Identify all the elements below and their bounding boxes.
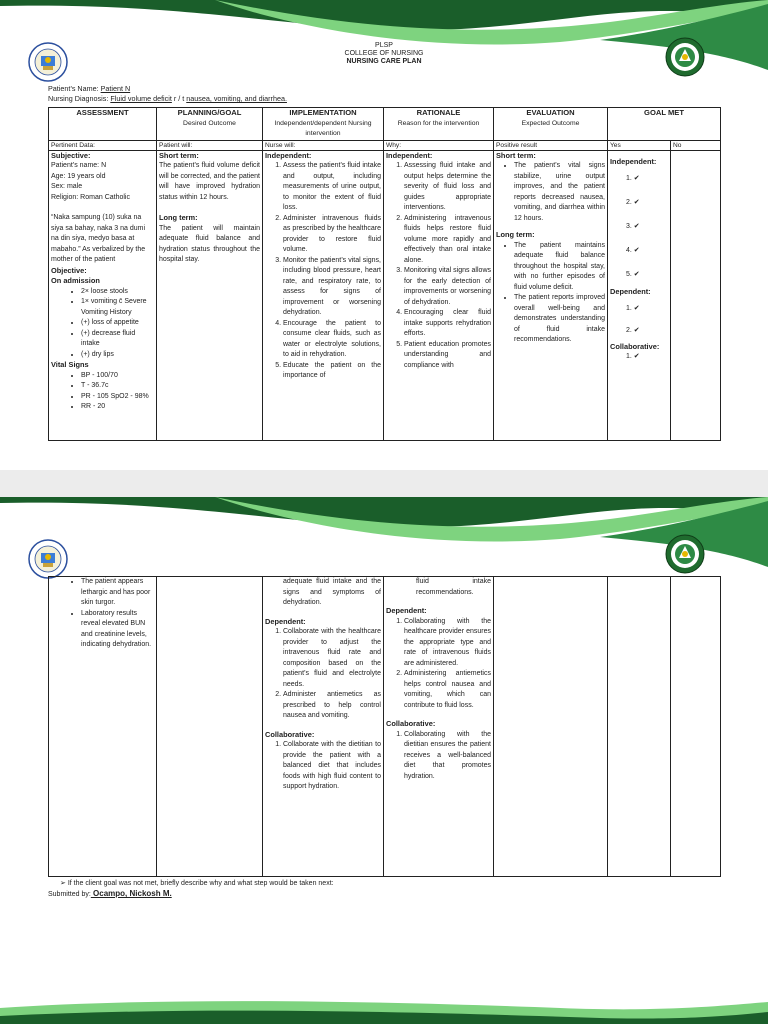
arrow-bullet-icon: ➢: [60, 880, 66, 887]
list-item: • The patient appears lethargic and has poor skin turgor.: [81, 577, 154, 609]
vital-signs-label: Vital Signs: [51, 360, 89, 369]
independent-continued: fluid intake recommendations.: [416, 578, 491, 596]
collaborative-label: Collaborative:: [386, 719, 436, 728]
list-item: 2. Administer antiemetics as prescribed to help control nausea and vomiting.: [283, 690, 381, 722]
list-item: • (+) dry lips: [81, 350, 154, 361]
content-row-1: [49, 150, 721, 440]
diagnosis-label: Nursing Diagnosis:: [48, 94, 109, 103]
assessment-cell-continued: [49, 577, 157, 877]
page-2: [0, 497, 768, 1024]
list-item: 5. Educate the patient on the importance of: [283, 361, 381, 382]
planning-cell: [157, 150, 263, 440]
independent-continued: adequate fluid intake and the signs and symptoms of dehydration.: [283, 578, 381, 606]
objective-label: Objective:: [51, 265, 87, 275]
sub-planning: Patient will:: [157, 140, 263, 150]
list-item: • RR - 20: [81, 402, 154, 413]
col-implementation: IMPLEMENTATION Independent/dependent Nursing intervention: [263, 108, 384, 141]
implementation-cell-continued: [263, 577, 384, 877]
list-item: 1. Collaborate with the dietitian to provide the patient with a balanced diet that includes foods with high fluid content to support hydration.: [283, 740, 381, 793]
submitted-label: Submitted by:: [48, 891, 91, 898]
collaborative-label: Collaborative:: [265, 729, 315, 739]
patient-quote: “Naka sampung (10) suka na siya sa bahay, naka 3 na dumi na din siya, medyo basa at mabaho.” As verbalized by the mother of the patient: [51, 214, 146, 263]
check-item: 1. ✔: [626, 175, 640, 182]
patient-info: [48, 84, 287, 104]
short-term-goal: The patient’s fluid volume deficit will be corrected, and the patient will have improved hydration status within 12 hours.: [159, 162, 260, 201]
check-item: 2. ✔: [626, 326, 640, 334]
gm-dependent-label: Dependent:: [610, 287, 651, 296]
list-item: 3. Monitor the patient’s vital signs, including blood pressure, heart rate, and respiratory rate, to assess for signs of improvement or worsening dehydration.: [283, 256, 381, 319]
subjective-line: Religion: Roman Catholic: [51, 193, 130, 201]
patient-name-value: Patient N: [100, 84, 131, 93]
check-item: 1. ✔: [626, 304, 640, 312]
header-row: [49, 108, 721, 141]
page-1: [0, 0, 768, 470]
subjective-label: Subjective:: [51, 150, 91, 160]
list-item: 1. Collaborate with the healthcare provider to adjust the intravenous fluid rate and composition based on the patient’s fluid and electrolyte needs.: [283, 627, 381, 690]
col-rationale: RATIONALE Reason for the intervention: [384, 108, 494, 141]
dependent-label: Dependent:: [265, 616, 306, 626]
subjective-line: Sex: male: [51, 183, 83, 190]
evaluation-cell: [494, 150, 608, 440]
college-name: COLLEGE OF NURSING: [344, 50, 424, 57]
patient-name-label: Patient’s Name:: [48, 84, 99, 93]
list-item: • T - 36.7c: [81, 381, 154, 392]
long-term-label: Long term:: [496, 230, 535, 239]
sub-rationale: Why:: [384, 140, 494, 150]
sub-evaluation: Positive result: [494, 140, 608, 150]
gm-collaborative-label: Collaborative:: [610, 341, 660, 351]
college-seal-right: [665, 534, 705, 574]
list-item: 4. Encourage the patient to consume clear fluids, such as water or electrolyte solutions, to aid in rehydration.: [283, 319, 381, 361]
on-admission-label: On admission: [51, 276, 100, 285]
list-item: 5. Patient education promotes understanding and compliance with: [404, 340, 491, 372]
long-term-label: Long term:: [159, 213, 198, 222]
col-assessment: ASSESSMENT: [49, 108, 157, 141]
submitted-name: Ocampo, Nickosh M.: [90, 889, 172, 898]
college-seal-left: [28, 539, 68, 579]
assessment-cell: [49, 150, 157, 440]
check-item: 3. ✔: [626, 223, 640, 230]
document-title: NURSING CARE PLAN: [346, 58, 422, 65]
goal-met-yes-cell: [608, 150, 671, 440]
diagnosis-cause: nausea, vomiting, and diarrhea.: [186, 94, 287, 103]
independent-label: Independent:: [386, 150, 433, 160]
goal-met-no-cell: [671, 150, 721, 440]
care-plan-table-continued: [48, 576, 721, 877]
diagnosis-value: Fluid volume deficit: [110, 94, 172, 103]
list-item: • The patient’s vital signs stabilize, urine output improves, and the patient reports decreased nausea, vomiting, and diarrhea within 12 hours.: [514, 161, 605, 224]
goal-met-yes-cell-continued: [608, 577, 671, 877]
header-banner: [0, 497, 768, 567]
check-item: 4. ✔: [626, 247, 640, 254]
subjective-line: Age: 19 years old: [51, 172, 106, 180]
list-item: 2. Administering intravenous fluids helps restore fluid volume more rapidly and effectively than oral intake alone.: [404, 214, 491, 267]
sub-yes: Yes: [608, 140, 671, 150]
list-item: 1. Collaborating with the healthcare provider ensures the appropriate type and rate of intravenous fluids are administered.: [404, 617, 491, 670]
list-item: • BP - 100/70: [81, 371, 154, 382]
list-item: • Laboratory results reveal elevated BUN and creatinine levels, indicating dehydration.: [81, 609, 154, 651]
diagnosis-rt: r / t: [173, 94, 185, 103]
sub-no: No: [671, 140, 721, 150]
goal-met-no-cell-continued: [671, 577, 721, 877]
list-item: 1. Collaborating with the dietitian ensures the patient receives a well-balanced diet that promotes hydration.: [404, 730, 491, 783]
list-item: • (+) decrease fluid intake: [81, 329, 154, 350]
page-gap: [0, 470, 768, 497]
list-item: 3. Monitoring vital signs allows for the early detection of improvements or worsening of dehydration.: [404, 266, 491, 308]
school-name: PLSP: [375, 42, 393, 49]
col-evaluation: EVALUATION Expected Outcome: [494, 108, 608, 141]
check-item: 1. ✔: [626, 353, 640, 360]
col-planning: PLANNING/GOAL Desired Outcome: [157, 108, 263, 141]
evaluation-cell-continued: [494, 577, 608, 877]
list-item: 4. Encouraging clear fluid intake supports rehydration efforts.: [404, 308, 491, 340]
list-item: 2. Administering antiemetics helps control nausea and vomiting, which can contribute to fluid loss.: [404, 669, 491, 711]
list-item: • The patient reports improved overall well-being and demonstrates understanding of fluid intake recommendations.: [514, 293, 605, 346]
list-item: • (+) loss of appetite: [81, 318, 154, 329]
rationale-cell-continued: [384, 577, 494, 877]
list-item: 2. Administer intravenous fluids as prescribed by the healthcare provider to restore fluid volume.: [283, 214, 381, 256]
dependent-label: Dependent:: [386, 606, 427, 615]
list-item: • The patient maintains adequate fluid balance throughout the hospital stay, with no further episodes of fluid volume deficit.: [514, 241, 605, 294]
care-plan-table: [48, 107, 721, 441]
gm-independent-label: Independent:: [610, 156, 657, 166]
list-item: • 1× vomiting c̄ Severe Vomiting History: [81, 297, 154, 318]
long-term-goal: The patient will maintain adequate fluid balance and hydration status throughout the hospital stay.: [159, 224, 260, 263]
list-item: • PR - 105 SpO2 - 98%: [81, 392, 154, 403]
rationale-cell: [384, 150, 494, 440]
check-item: 5. ✔: [626, 271, 640, 278]
subjective-line: Patient’s name: N: [51, 162, 107, 169]
col-goal-met: GOAL MET: [608, 108, 721, 141]
planning-cell-continued: [157, 577, 263, 877]
footer-banner: [0, 994, 768, 1024]
list-item: 1. Assessing fluid intake and output helps determine the severity of fluid loss and guides appropriate interventions.: [404, 161, 491, 214]
check-item: 2. ✔: [626, 199, 640, 206]
goal-not-met-note: ➢ If the client goal was not met, briefly describe why and what step would be taken next:: [60, 880, 334, 887]
short-term-label: Short term:: [159, 150, 199, 160]
submitted-by: [48, 889, 172, 900]
independent-label: Independent:: [265, 150, 312, 160]
sub-implementation: Nurse will:: [263, 140, 384, 150]
short-term-label: Short term:: [496, 150, 536, 160]
content-row-2: [49, 577, 721, 877]
implementation-cell: [263, 150, 384, 440]
list-item: 1. Assess the patient’s fluid intake and output, including measurements of urine output, to monitor the extent of fluid loss.: [283, 161, 381, 214]
list-item: • 2× loose stools: [81, 287, 154, 298]
subheader-row: [49, 140, 721, 150]
sub-assessment: Pertinent Data:: [49, 140, 157, 150]
